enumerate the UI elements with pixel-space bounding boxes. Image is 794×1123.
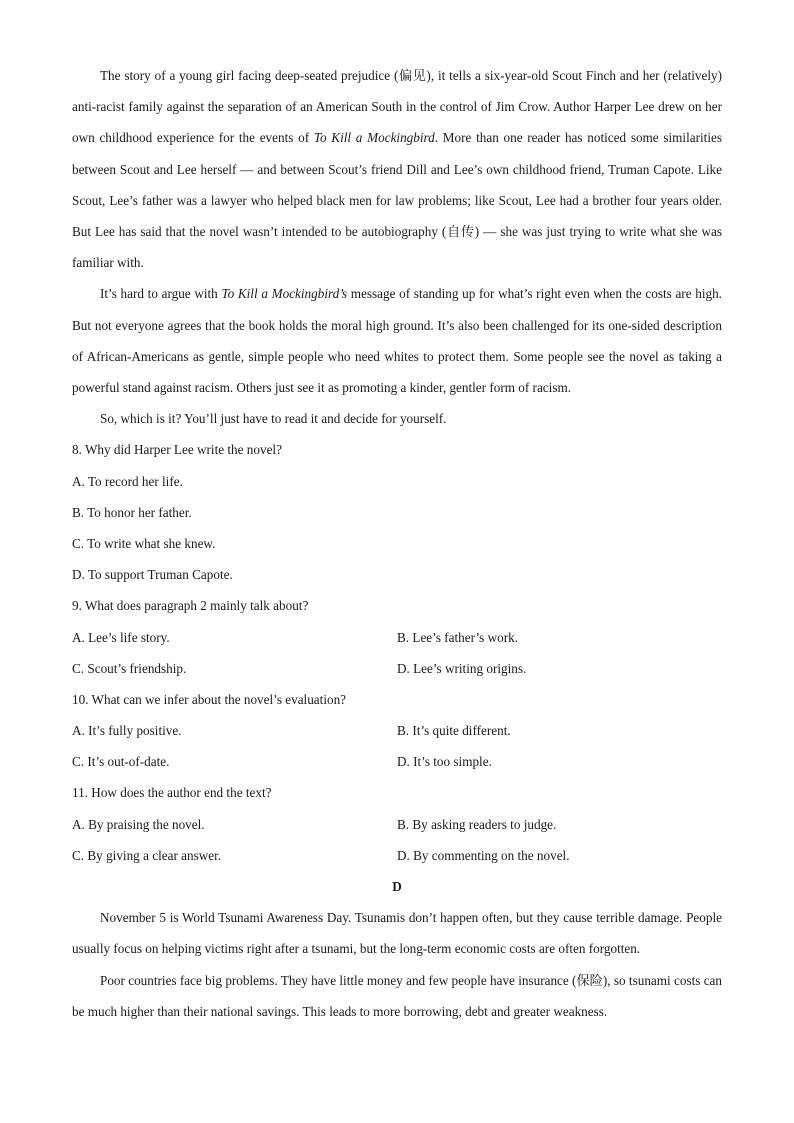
question-9-stem: 9. What does paragraph 2 mainly talk about?	[72, 598, 309, 614]
question-8-option-c: C. To write what she knew.	[72, 535, 216, 551]
question-9-option-c: C. Scout’s friendship.	[72, 660, 187, 676]
question-10-option-d: D. It’s too simple.	[397, 754, 492, 770]
question-10-options-row-1	[72, 715, 722, 746]
section-d-paragraph-2: Poor countries face big problems. They have little money and few people have insurance (保险), so tsunami costs can be much higher than their national savings. This leads to more borrowing, debt and greater weakness.	[72, 972, 722, 1019]
question-10-options-row-2	[72, 746, 722, 777]
question-8-option-b: B. To honor her father.	[72, 504, 192, 520]
question-8-option-d: D. To support Truman Capote.	[72, 567, 233, 583]
question-11-option-a: A. By praising the novel.	[72, 816, 205, 832]
question-10-option-c: C. It’s out-of-date.	[72, 754, 170, 770]
section-d-title: D	[392, 879, 402, 895]
question-10-option-b: B. It’s quite different.	[397, 723, 511, 739]
document-page	[72, 60, 722, 1027]
passage-c-paragraph-2	[72, 278, 722, 403]
passage-c-paragraph-3: So, which is it? You’ll just have to read it and decide for yourself.	[100, 411, 447, 427]
question-8-option-a: A. To record her life.	[72, 473, 183, 489]
question-11-option-c: C. By giving a clear answer.	[72, 847, 222, 863]
novel-title: To Kill a Mockingbird	[313, 130, 435, 146]
p2-text-1: It’s hard to argue with	[100, 286, 222, 302]
p1-text-1: The story of a young girl facing deep-seated prejudice (偏见), it tells a six-year-old Scout Finch and her (relatively) anti-racist family against the separation of an American South in the control of Jim Crow. Author Harper Lee drew on her own childhood experience for the events of	[72, 68, 722, 146]
novel-title-possessive: To Kill a Mockingbird’s	[221, 286, 348, 302]
question-10-stem: 10. What can we infer about the novel’s evaluation?	[72, 691, 347, 707]
p2-text-2: message of standing up for what’s right even when the costs are high. But not everyone agrees that the book holds the moral high ground. It’s also been challenged for its one-sided description of African-Americans as gentle, simple people who need whites to protect them. Some people see the novel as taking a powerful stand against racism. Others just see it as promoting a kinder, gentler form of racism.	[72, 286, 722, 396]
p1-text-2: . More than one reader has noticed some similarities between Scout and Lee herself — and between Scout’s friend Dill and Lee’s own childhood friend, Truman Capote. Like Scout, Lee’s father was a lawyer who helped black men for law problems; like Scout, Lee had a brother four years older. But Lee has said that the novel wasn’t intended to be autobiography (自传) — she was just trying to write what she was familiar with.	[72, 130, 722, 271]
question-11-stem: 11. How does the author end the text?	[72, 785, 272, 801]
question-10-option-a: A. It’s fully positive.	[72, 723, 182, 739]
question-11-options-row-1	[72, 809, 722, 840]
section-d-paragraph-1: November 5 is World Tsunami Awareness Day. Tsunamis don’t happen often, but they cause terrible damage. People usually focus on helping victims right after a tsunami, but the long-term economic costs are often forgotten.	[72, 910, 722, 957]
question-9-option-b: B. Lee’s father’s work.	[397, 629, 518, 645]
question-11-option-d: D. By commenting on the novel.	[397, 847, 570, 863]
question-11-option-b: B. By asking readers to judge.	[397, 816, 557, 832]
passage-c-paragraph-1	[72, 60, 722, 278]
question-11-options-row-2	[72, 840, 722, 871]
question-9-options-row-2	[72, 653, 722, 684]
question-9-options-row-1	[72, 622, 722, 653]
question-9-option-a: A. Lee’s life story.	[72, 629, 170, 645]
question-9-option-d: D. Lee’s writing origins.	[397, 660, 527, 676]
question-8-stem: 8. Why did Harper Lee write the novel?	[72, 442, 282, 458]
